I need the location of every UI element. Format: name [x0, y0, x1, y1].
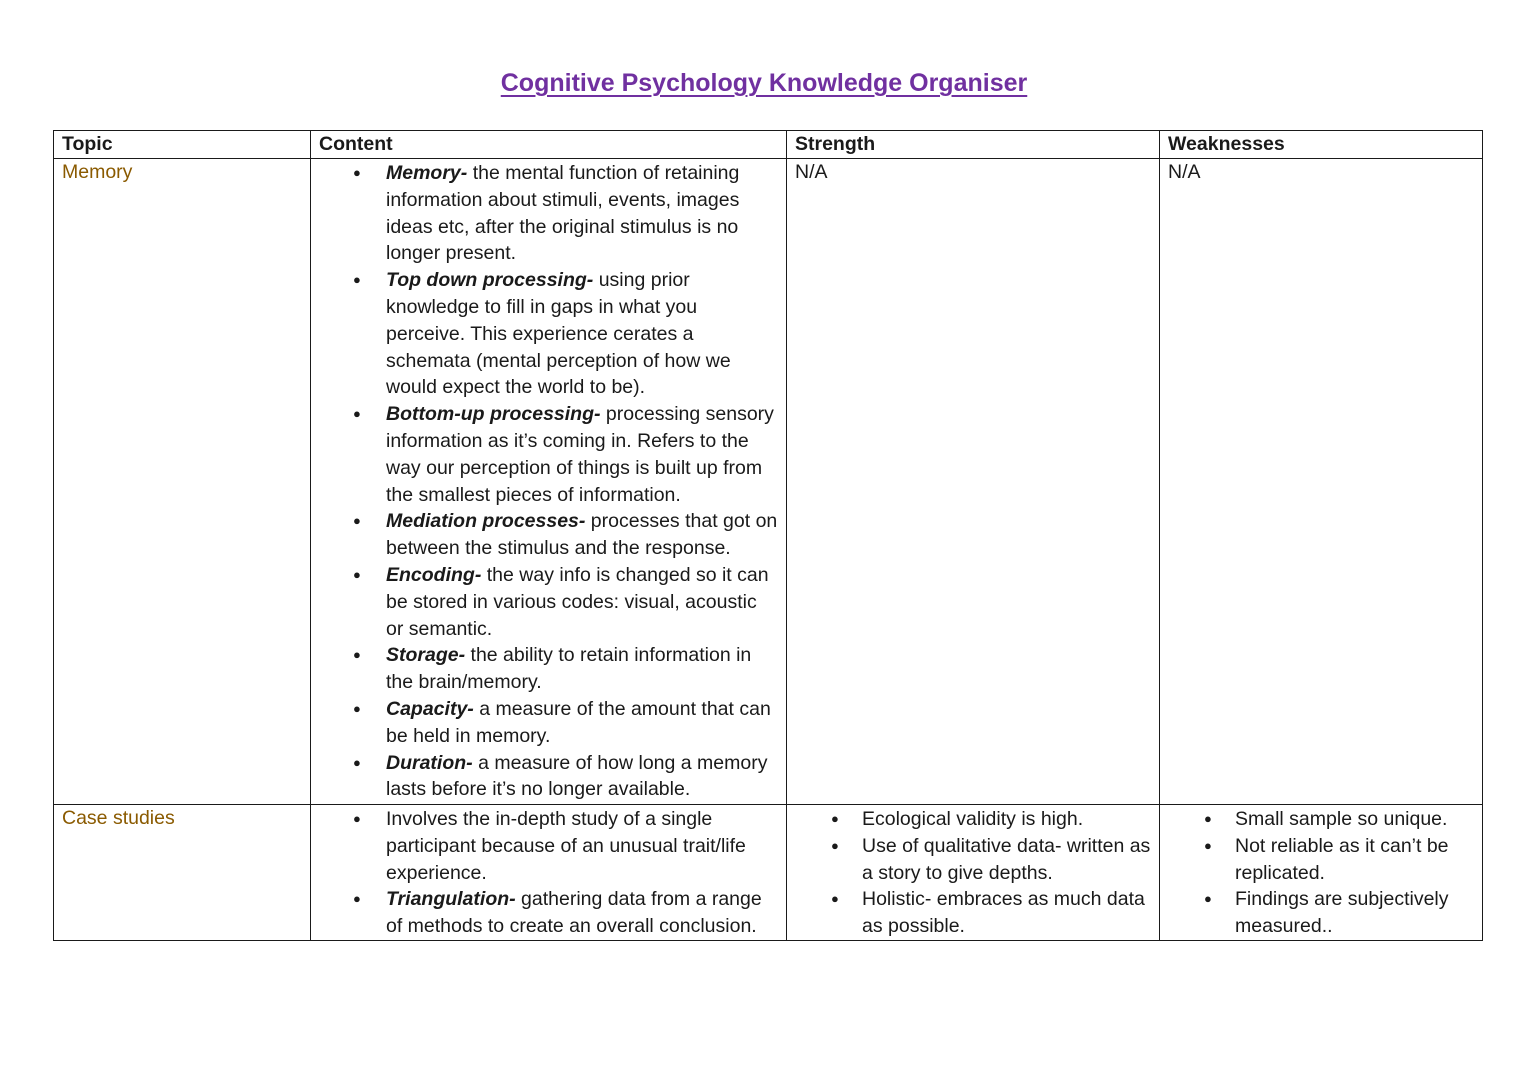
list-item: [319, 267, 778, 401]
weaknesses-list: [1168, 805, 1474, 940]
term-definition: a measure of how long a memory lasts before it’s no longer available.: [386, 751, 768, 801]
content-memory: [311, 159, 787, 805]
list-item: [319, 696, 778, 750]
list-item: [319, 806, 778, 886]
topic-memory: Memory: [54, 159, 311, 805]
table-header-row: [54, 131, 1483, 159]
list-item: ● Ecological validity is high.: [795, 806, 1151, 833]
page-title: Cognitive Psychology Knowledge Organiser: [500, 69, 1028, 97]
term-label: Encoding-: [386, 563, 482, 586]
list-item: ● Small sample so unique.: [1168, 806, 1474, 833]
content-memory-list: [319, 159, 778, 803]
table-row-case-studies: [54, 805, 1483, 941]
list-item: [319, 750, 778, 804]
header-weaknesses: Weaknesses: [1160, 131, 1483, 159]
term-label: Memory-: [386, 162, 468, 184]
term-label: Bottom-up processing-: [386, 403, 601, 426]
strength-case-studies: [787, 805, 1160, 941]
term-definition: the ability to retain information in the brain/memory.: [386, 644, 752, 694]
term-label: Storage-: [386, 644, 466, 667]
strength-memory: N/A: [787, 159, 1160, 805]
content-case-studies: [311, 805, 787, 941]
item-text: Involves the in-depth study of a single participant because of an unusual trait/life experience.: [386, 808, 746, 884]
content-case-studies-list: [319, 805, 778, 940]
list-item: ● Use of qualitative data- written as a story to give depths.: [795, 833, 1151, 887]
list-item: ● Findings are subjectively measured..: [1168, 886, 1474, 940]
list-item: [319, 160, 778, 267]
term-label: Triangulation-: [386, 888, 516, 911]
list-item: [319, 401, 778, 508]
term-label: Capacity-: [386, 697, 474, 720]
term-label: Top down processing-: [386, 269, 594, 292]
term-definition: a measure of the amount that can be held in memory.: [386, 697, 771, 747]
term-label: Duration-: [386, 751, 473, 774]
list-item: [319, 642, 778, 696]
list-item: ● Holistic- embraces as much data as possible.: [795, 886, 1151, 940]
term-definition: processes that got on between the stimulus and the response.: [386, 510, 778, 560]
term-label: Mediation processes-: [386, 510, 586, 533]
strengths-list: [795, 805, 1151, 940]
table-row-memory: [54, 159, 1483, 805]
header-topic: Topic: [54, 131, 311, 159]
header-content: Content: [311, 131, 787, 159]
list-item: [319, 886, 778, 940]
term-definition: the way info is changed so it can be stored in various codes: visual, acoustic or semantic.: [386, 563, 769, 640]
list-item: [319, 562, 778, 642]
weaknesses-case-studies: [1160, 805, 1483, 941]
knowledge-organiser-table: [53, 130, 1483, 941]
term-definition: processing sensory information as it’s coming in. Refers to the way our perception of things is built up from the smallest pieces of information.: [386, 403, 774, 506]
header-strength: Strength: [787, 131, 1160, 159]
list-item: [319, 508, 778, 562]
topic-case-studies: Case studies: [54, 805, 311, 941]
term-definition: the mental function of retaining information about stimuli, events, images ideas etc, after the original stimulus is no longer present.: [386, 162, 740, 265]
list-item: ● Not reliable as it can’t be replicated.: [1168, 833, 1474, 887]
term-definition: gathering data from a range of methods to create an overall conclusion.: [386, 888, 762, 938]
term-definition: using prior knowledge to fill in gaps in what you perceive. This experience cerates a schemata (mental perception of how we would expect the world to be).: [386, 269, 731, 399]
weaknesses-memory: N/A: [1160, 159, 1483, 805]
